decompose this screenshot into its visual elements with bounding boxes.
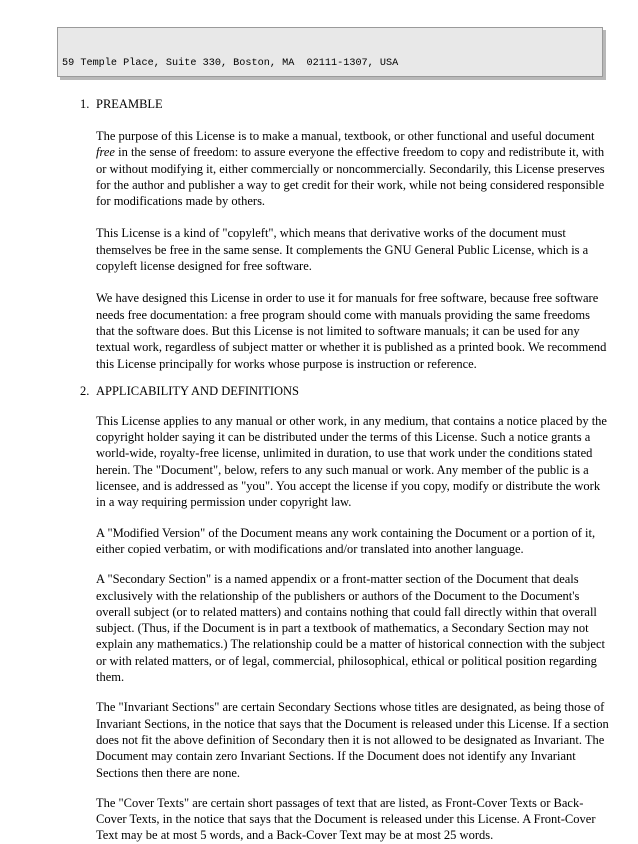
license-notice-box: [57, 27, 603, 77]
preamble-paragraph-3: We have designed this License in order to use it for manuals for free software, because free software needs free documentation: a free program should come with manuals providing the same freedoms that the software does. But this License is not limited to software manuals; it can be used for any textual work, regardless of subject matter or whether it is published as a printed book. We recommend this License principally for works whose purpose is instruction or reference.: [96, 291, 607, 371]
modified-version-paragraph: A "Modified Version" of the Document means any work containing the Document or a portion of it, either copied verbatim, or with modifications and/or translated into another language.: [96, 525, 596, 556]
secondary-section-paragraph: A "Secondary Section" is a named appendix or a front-matter section of the Document that deals exclusively with the relationship of the publishers or authors of the Document to the Document's overall subject (or to related matters) and contains nothing that could fall directly within that overall subject. (Thus, if the Document is in part a textbook of mathematics, a Secondary Section may not explain any mathematics.) The relationship could be a matter of historical connection with the subject or with related matters, or of legal, commercial, philosophical, ethical or political position regarding them.: [96, 572, 605, 685]
invariant-sections-paragraph: The "Invariant Sections" are certain Secondary Sections whose titles are designated, as being those of Invariant Sections, in the notice that says that the Document is released under this License. If a section does not fit the above definition of Secondary then it is not allowed to be designated as Invariant. The Document may contain zero Invariant Sections. If the Document does not identify any Invariant Sections then there are none.: [96, 700, 609, 780]
document-body: [0, 97, 638, 844]
section-number: 2.: [80, 383, 90, 398]
section-title: APPLICABILITY AND DEFINITIONS: [96, 383, 300, 398]
preamble-paragraph-1: [96, 128, 610, 209]
section-number: 1.: [80, 97, 90, 111]
applicability-paragraph-1: This License applies to any manual or other work, in any medium, that contains a notice placed by the copyright holder saying it can be distributed under the terms of this License. Such a notice grants a world-wide, royalty-free license, unlimited in duration, to use that work under the conditions stated herein. The "Document", below, refers to any such manual or work. Any member of the public is a licensee, and is addressed as "you". You accept the license if you copy, modify or distribute the work in a way requiring permission under copyright law.: [96, 413, 607, 510]
section-title: PREAMBLE: [96, 97, 163, 111]
paragraph-text: The purpose of this License is to make a manual, textbook, or other functional and useful document: [96, 129, 595, 143]
paragraph-text: in the sense of freedom: to assure everyone the effective freedom to copy and redistribute it, with or without modifying it, either commercially or noncommercially. Secondarily, this License preserves for the author and publisher a way to get credit for their work, while not being considered responsible for modifications made by others.: [96, 145, 605, 209]
emphasized-word: free: [96, 145, 115, 160]
preamble-paragraph-2: This License is a kind of "copyleft", which means that derivative works of the document must themselves be free in the same sense. It complements the GNU General Public License, which is a copyleft license designed for free software.: [96, 226, 589, 274]
section-heading-preamble: [0, 97, 638, 112]
cover-texts-paragraph: The "Cover Texts" are certain short passages of text that are listed, as Front-Cover Texts or Back-Cover Texts, in the notice that says that the Document is released under this License. A Front-Cover Text may be at most 5 words, and a Back-Cover Text may be at most 25 words.: [96, 795, 596, 843]
section-heading-applicability: [0, 384, 638, 399]
notice-address-line: 59 Temple Place, Suite 330, Boston, MA 02111-1307, USA: [62, 58, 399, 69]
